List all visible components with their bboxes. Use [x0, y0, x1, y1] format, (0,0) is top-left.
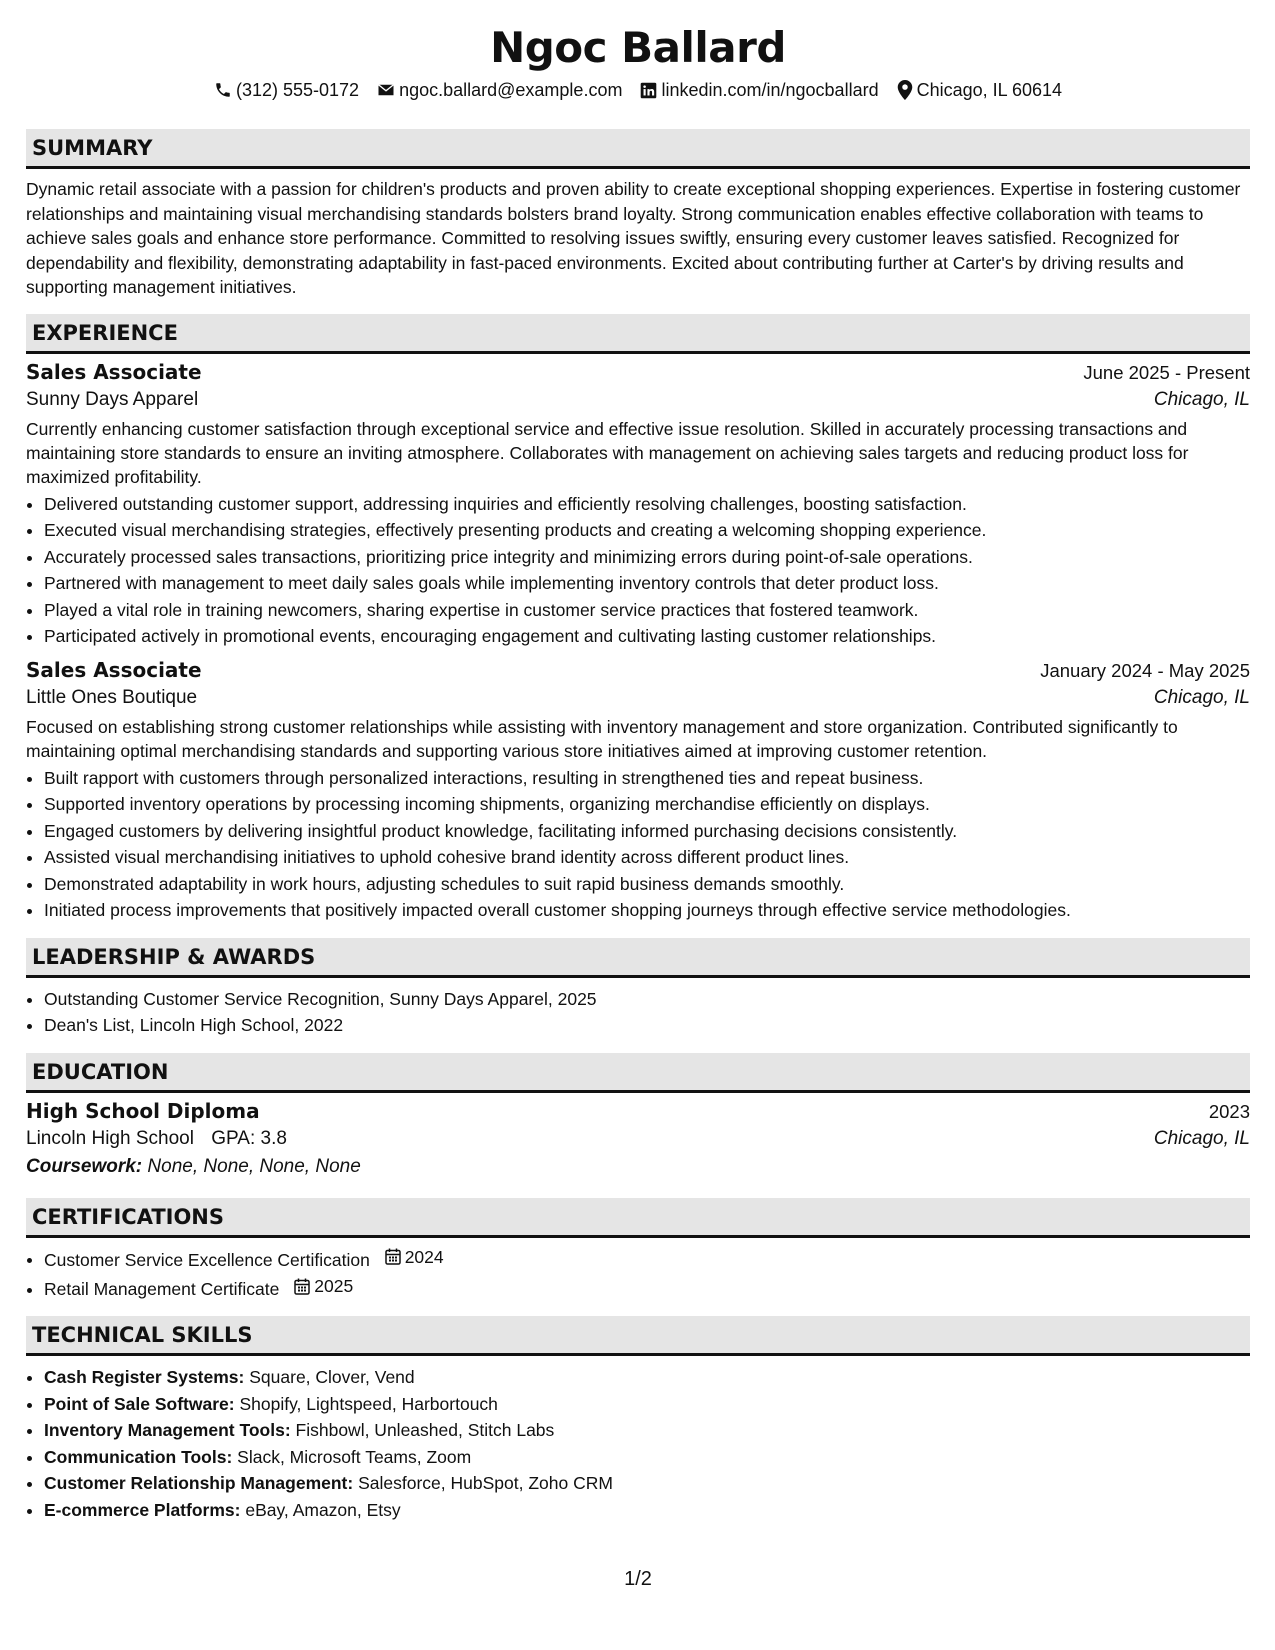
list-item: • Demonstrated adaptability in work hours, adjusting schedules to suit rapid business demands smoothly. — [44, 871, 1250, 898]
job-title: Sales Associate — [26, 359, 202, 384]
coursework-value: None, None, None, None — [147, 1155, 361, 1177]
resume-page — [26, 0, 1250, 1650]
job-bullets — [26, 765, 1250, 924]
list-item — [44, 1497, 1250, 1524]
list-item: • Assisted visual merchandising initiatives to uphold cohesive brand identity across different product lines. — [44, 844, 1250, 871]
awards-list — [26, 986, 1250, 1039]
school-location: Chicago, IL — [1153, 1127, 1250, 1149]
certification-date — [294, 1273, 353, 1300]
education-entry — [26, 1099, 1250, 1178]
list-item — [44, 1444, 1250, 1471]
summary-paragraph: Dynamic retail associate with a passion for children's products and proven ability to create exceptional shopping experiences. Expertise in fostering customer relationships and maintaining visual merchandising standards bolsters brand loyalty. Strong communication enables effective collaboration with teams to achieve sales goals and enhance store performance. Committed to resolving issues swiftly, ensuring every customer leaves satisfied. Recognized for dependability and flexibility, demonstrating adaptability in fast-paced environments. Excited about contributing further at Carter's by driving results and supporting management initiatives. — [26, 179, 1241, 297]
phone-icon — [214, 81, 232, 99]
coursework-row — [26, 1156, 1250, 1178]
list-item: • Executed visual merchandising strategies, effectively presenting products and creating a welcoming shopping experience. — [44, 517, 1250, 544]
envelope-icon — [377, 81, 395, 99]
list-item — [44, 1273, 1250, 1302]
contact-linkedin[interactable] — [640, 78, 878, 102]
skill-values: Fishbowl, Unleashed, Stitch Labs — [295, 1420, 555, 1440]
list-item: • Initiated process improvements that positively impacted overall customer shopping journeys through effective service methodologies. — [44, 897, 1250, 924]
list-item: • Accurately processed sales transactions, prioritizing price integrity and minimizing errors during point-of-sale operations. — [44, 544, 1250, 571]
job-description: Focused on establishing strong customer relationships while assisting with inventory management and store organization. Contributed significantly to maintaining optimal merchandising standards and supporting various store initiatives aimed at improving customer retention. — [26, 716, 1178, 761]
calendar-icon — [385, 1248, 401, 1265]
section-header-education: EDUCATION — [26, 1053, 1250, 1093]
list-item — [44, 1417, 1250, 1444]
list-item — [44, 1391, 1250, 1418]
section-header-summary: SUMMARY — [26, 129, 1250, 169]
job-dates: January 2024 - May 2025 — [1040, 659, 1250, 681]
candidate-name: Ngoc Ballard — [490, 23, 786, 72]
job-company-row — [26, 389, 1250, 411]
job-title-row — [26, 658, 1250, 682]
job-description: Currently enhancing customer satisfaction through exceptional service and effective issue resolution. Skilled in accurately processing transactions and maintaining store standards to ensure an inviting atmosphere. Collaborates with management on achieving sales targets and reducing product loss for maximized profitability. — [26, 418, 1189, 487]
job-dates: June 2025 - Present — [1083, 361, 1250, 383]
gpa: GPA: 3.8 — [211, 1127, 287, 1149]
job-company-row — [26, 687, 1250, 709]
contact-bar — [26, 78, 1250, 102]
contact-location — [897, 78, 1062, 102]
certification-year: 2024 — [404, 1246, 444, 1267]
skill-category: Customer Relationship Management: — [44, 1473, 354, 1493]
job-title-row — [26, 360, 1250, 384]
list-item: • Partnered with management to meet daily sales goals while implementing inventory controls that deter product loss. — [44, 570, 1250, 597]
education-school-row — [26, 1128, 1250, 1150]
skills-list — [26, 1364, 1250, 1523]
list-item: • Supported inventory operations by processing incoming shipments, organizing merchandise efficiently on displays. — [44, 791, 1250, 818]
email-text: ngoc.ballard@example.com — [399, 80, 623, 100]
list-item: • Played a vital role in training newcomers, sharing expertise in customer service practices that fostered teamwork. — [44, 597, 1250, 624]
linkedin-icon — [640, 82, 657, 99]
page-number: 1/2 — [624, 1568, 652, 1590]
job-location: Chicago, IL — [1153, 388, 1250, 410]
list-item — [44, 1244, 1250, 1273]
skill-category: Communication Tools: — [44, 1446, 233, 1467]
list-item — [44, 1470, 1250, 1497]
list-item: • Delivered outstanding customer support, addressing inquiries and efficiently resolving challenges, boosting satisfaction. — [44, 491, 1250, 518]
phone-text: (312) 555-0172 — [235, 80, 360, 100]
linkedin-text: linkedin.com/in/ngocballard — [661, 80, 879, 100]
section-header-certifications: CERTIFICATIONS — [26, 1198, 1250, 1238]
job-company: Little Ones Boutique — [26, 686, 198, 708]
contact-email[interactable] — [377, 78, 622, 102]
graduation-year: 2023 — [1208, 1100, 1250, 1122]
skill-values: eBay, Amazon, Etsy — [245, 1499, 401, 1520]
section-header-awards: LEADERSHIP & AWARDS — [26, 938, 1250, 978]
skill-values: Salesforce, HubSpot, Zoho CRM — [358, 1473, 613, 1493]
list-item: • Built rapport with customers through personalized interactions, resulting in strengthened ties and repeat business. — [44, 765, 1250, 792]
job-title: Sales Associate — [26, 657, 202, 682]
skill-category: Point of Sale Software: — [44, 1393, 235, 1414]
certification-year: 2025 — [314, 1275, 354, 1296]
skill-values: Shopify, Lightspeed, Harbortouch — [239, 1393, 498, 1414]
skill-category: Cash Register Systems: — [44, 1367, 245, 1387]
list-item: • Engaged customers by delivering insightful product knowledge, facilitating informed purchasing decisions consistently. — [44, 818, 1250, 845]
school-and-gpa — [26, 1128, 287, 1150]
job-location: Chicago, IL — [1153, 686, 1250, 708]
certifications-list — [26, 1244, 1250, 1303]
job-entry — [26, 658, 1250, 924]
certification-name: Retail Management Certificate — [44, 1278, 280, 1299]
job-company: Sunny Days Apparel — [26, 388, 199, 410]
calendar-icon — [294, 1278, 310, 1295]
certification-date — [385, 1244, 444, 1271]
section-header-skills: TECHNICAL SKILLS — [26, 1316, 1250, 1356]
job-bullets — [26, 491, 1250, 650]
list-item: • Outstanding Customer Service Recognition, Sunny Days Apparel, 2025 — [44, 986, 1250, 1013]
list-item — [44, 1364, 1250, 1391]
education-title-row — [26, 1099, 1250, 1123]
location-text: Chicago, IL 60614 — [916, 80, 1063, 100]
skill-category: E-commerce Platforms: — [44, 1499, 241, 1520]
degree: High School Diploma — [26, 1098, 260, 1123]
skill-values: Slack, Microsoft Teams, Zoom — [237, 1446, 472, 1467]
school-name: Lincoln High School — [26, 1127, 194, 1149]
job-entry — [26, 360, 1250, 650]
skill-category: Inventory Management Tools: — [44, 1420, 291, 1440]
coursework-label: Coursework: — [26, 1155, 143, 1177]
contact-phone — [214, 78, 359, 102]
list-item: • Participated actively in promotional events, encouraging engagement and cultivating lasting customer relationships. — [44, 623, 1250, 650]
list-item: • Dean's List, Lincoln High School, 2022 — [44, 1012, 1250, 1039]
section-header-experience: EXPERIENCE — [26, 314, 1250, 354]
map-pin-icon — [897, 80, 913, 100]
skill-values: Square, Clover, Vend — [249, 1367, 415, 1387]
certification-name: Customer Service Excellence Certification — [44, 1249, 370, 1270]
